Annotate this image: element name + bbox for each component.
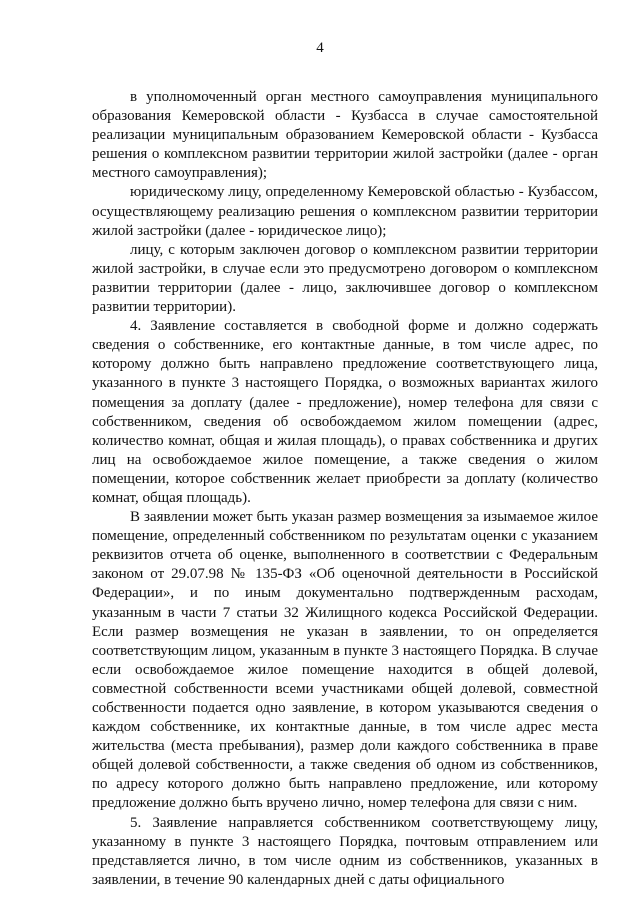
paragraph-item-4: 4. Заявление составляется в свободной форме и должно содержать сведения о собственнике, его контактные данные, в том числе адрес, по которому должно быть направлено предложение соответствующего лица, указанного в пункте 3 настоящего Порядка, о возможных вариантах жилого помещения за доплату (далее - предложение), номер телефона для связи с собственником, сведения об освобождаемом жилом помещении (адрес, количество комнат, общая и жилая площадь), о правах собственника и других лиц на освобождаемое жилое помещение, а также сведения о жилом помещении, которое собственник желает приобрести за доплату (количество комнат, общая площадь). <box>92 318 598 506</box>
page-number: 4 <box>316 40 324 56</box>
paragraph-compensation: В заявлении может быть указан размер возмещения за изымаемое жилое помещение, определенный собственником по результатам оценки с указанием реквизитов отчета об оценке, выполненного в соответствии с Федеральным законом от 29.07.98 № 135-ФЗ «Об оценочной деятельности в Российской Федерации», и по иным документально подтвержденным расходам, указанным в части 7 статьи 32 Жилищного кодекса Российской Федерации. Если размер возмещения не указан в заявлении, то он определяется соответствующим лицом, указанным в пункте 3 настоящего Порядка. В случае если освобождаемое жилое помещение находится в общей долевой, совместной собственности всеми участниками общей долевой, совместной собственности подается одно заявление, в котором указываются сведения о каждом собственнике, их контактные данные, в том числе адрес места жительства (места пребывания), размер доли каждого собственника в праве общей долевой собственности, а также сведения об одном из собственников, по адресу которого должно быть направлено предложение, или которому предложение должно быть вручено лично, номер телефона для связи с ним. <box>92 509 598 812</box>
body-text <box>92 88 598 890</box>
paragraph-item-5: 5. Заявление направляется собственником соответствующему лицу, указанному в пункте 3 настоящего Порядка, почтовым отправлением или представляется лично, в том числе одним из собственников, указанных в заявлении, в течение 90 календарных дней с даты официального <box>92 814 598 888</box>
paragraph-contract-party: лицу, с которым заключен договор о комплексном развитии территории жилой застройки, в случае если это предусмотрено договором о комплексном развитии территории (далее - лицо, заключившее договор о комплексном развитии территории). <box>92 241 598 316</box>
paragraph-legal-entity: юридическому лицу, определенному Кемеровской областью - Кузбассом, осуществляющему реализацию решения о комплексном развитии территории жилой застройки (далее - юридическое лицо); <box>92 184 598 239</box>
paragraph-authorized-body: в уполномоченный орган местного самоуправления муниципального образования Кемеровской области - Кузбасса в случае самостоятельной реализации муниципальным образованием Кемеровской области - Кузбасса решения о комплексном развитии территории жилой застройки (далее - орган местного самоуправления); <box>92 89 598 182</box>
